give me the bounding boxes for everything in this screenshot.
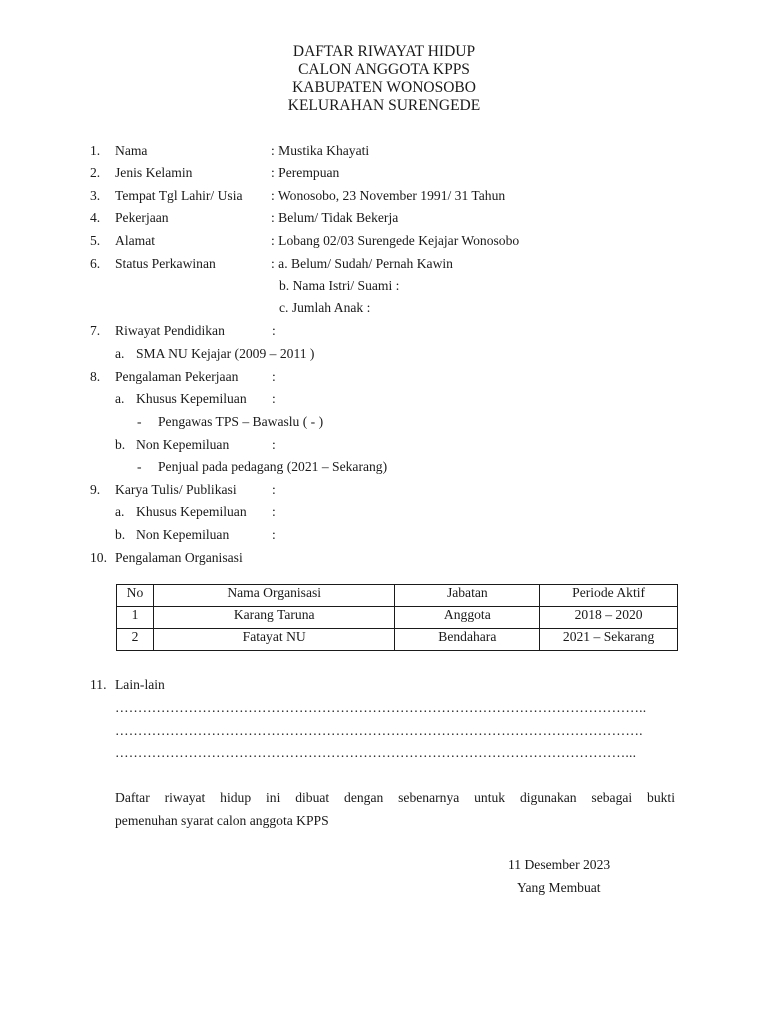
- table-row: [117, 629, 678, 651]
- item-letter: a.: [115, 346, 125, 361]
- field-label: Pekerjaan: [115, 210, 169, 225]
- signature-label: Yang Membuat: [517, 880, 601, 895]
- section-label-organisasi: Pengalaman Organisasi: [115, 550, 243, 565]
- field-number: 1.: [90, 143, 101, 158]
- field-number: 3.: [90, 188, 101, 203]
- organization-table: [116, 584, 678, 651]
- table-cell: Fatayat NU: [153, 629, 395, 651]
- section-label: Riwayat Pendidikan: [115, 323, 225, 338]
- field-number: 4.: [90, 210, 101, 225]
- subsection-colon: :: [272, 504, 276, 519]
- signature-date: 11 Desember 2023: [508, 857, 611, 872]
- experience-item: Pengawas TPS – Bawaslu ( - ): [158, 414, 324, 429]
- column-header-periode-aktif: Periode Aktif: [540, 585, 678, 607]
- dotted-line-3: …………………………………………………………………………………………………...: [115, 745, 637, 760]
- title-line-1: DAFTAR RIWAYAT HIDUP: [292, 43, 476, 60]
- table-cell: 2: [117, 629, 154, 651]
- field-label: Jenis Kelamin: [115, 165, 193, 180]
- item-letter: a.: [115, 391, 125, 406]
- subsection-colon: :: [272, 437, 276, 452]
- dotted-line-1: ……………………………………………………………………………………………………..: [115, 700, 647, 715]
- field-value: : a. Belum/ Sudah/ Pernah Kawin: [271, 256, 453, 271]
- status-spouse-name: b. Nama Istri/ Suami :: [279, 278, 400, 293]
- field-label: Status Perkawinan: [115, 256, 216, 271]
- section-colon: :: [272, 482, 276, 497]
- field-value: : Wonosobo, 23 November 1991/ 31 Tahun: [271, 188, 506, 203]
- status-children-count: c. Jumlah Anak :: [279, 300, 371, 315]
- section-colon: :: [272, 323, 276, 338]
- subsection-colon: :: [272, 391, 276, 406]
- section-number: 9.: [90, 482, 101, 497]
- table-cell: Karang Taruna: [153, 607, 395, 629]
- table-cell: 2018 – 2020: [540, 607, 678, 629]
- item-letter: b.: [115, 437, 126, 452]
- table-cell: 1: [117, 607, 154, 629]
- title-line-4: KELURAHAN SURENGEDE: [287, 97, 481, 114]
- education-item: SMA NU Kejajar (2009 – 2011 ): [136, 346, 315, 361]
- experience-item: Penjual pada pedagang (2021 – Sekarang): [158, 459, 388, 474]
- bullet-dash: -: [137, 414, 142, 429]
- field-value: : Lobang 02/03 Surengede Kejajar Wonosobo: [271, 233, 520, 248]
- field-number: 6.: [90, 256, 101, 271]
- subsection-label: Non Kepemiluan: [136, 527, 230, 542]
- column-header-jabatan: Jabatan: [395, 585, 540, 607]
- title-line-3: KABUPATEN WONOSOBO: [292, 79, 476, 96]
- section-number: 10.: [90, 550, 107, 565]
- section-label: Karya Tulis/ Publikasi: [115, 482, 237, 497]
- subsection-label: Non Kepemiluan: [136, 437, 230, 452]
- field-value: : Perempuan: [271, 165, 340, 180]
- field-number: 5.: [90, 233, 101, 248]
- table-cell: Bendahara: [395, 629, 540, 651]
- subsection-label: Khusus Kepemiluan: [136, 504, 247, 519]
- section-number: 8.: [90, 369, 101, 384]
- title-line-2: CALON ANGGOTA KPPS: [298, 61, 470, 78]
- field-label: Tempat Tgl Lahir/ Usia: [115, 188, 243, 203]
- section-label-lain-lain: Lain-lain: [115, 677, 165, 692]
- field-label: Nama: [115, 143, 148, 158]
- section-colon: :: [272, 369, 276, 384]
- statement-line-2: pemenuhan syarat calon anggota KPPS: [115, 813, 329, 828]
- field-label: Alamat: [115, 233, 156, 248]
- section-number: 7.: [90, 323, 101, 338]
- item-letter: a.: [115, 504, 125, 519]
- field-value: : Belum/ Tidak Bekerja: [271, 210, 399, 225]
- dotted-line-2: …………………………………………………………………………………………………….: [115, 723, 643, 738]
- statement-line-1: Daftar riwayat hidup ini dibuat dengan sebenarnya untuk digunakan sebagai bukti: [115, 790, 675, 805]
- column-header-nama-organisasi: Nama Organisasi: [153, 585, 395, 607]
- field-number: 2.: [90, 165, 101, 180]
- column-header-no: No: [117, 585, 154, 607]
- table-header-row: [117, 585, 678, 607]
- section-number: 11.: [90, 677, 107, 692]
- section-label: Pengalaman Pekerjaan: [115, 369, 239, 384]
- subsection-colon: :: [272, 527, 276, 542]
- table-row: [117, 607, 678, 629]
- table-cell: 2021 – Sekarang: [540, 629, 678, 651]
- subsection-label: Khusus Kepemiluan: [136, 391, 247, 406]
- field-value: : Mustika Khayati: [271, 143, 370, 158]
- item-letter: b.: [115, 527, 126, 542]
- bullet-dash: -: [137, 459, 142, 474]
- table-cell: Anggota: [395, 607, 540, 629]
